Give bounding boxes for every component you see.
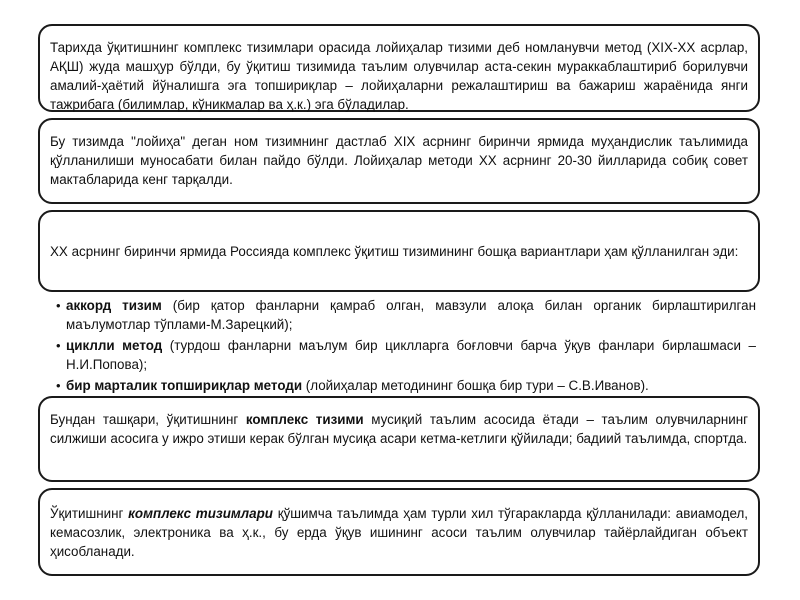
bullet-description: (турдош фанларни маълум бир циклларга боғловчи барча ўқув фанлари бирлашмаси – Н.И.Попова); — [66, 338, 756, 372]
text-run: Бундан ташқари, ўқитишнинг — [50, 412, 246, 427]
list-item — [56, 336, 756, 374]
text-run: мусиқий таълим асосида ётади – таълим олувчиларнинг силжиши асосига у ижро этиши керак бўлган мусиқа асари кетма-кетлиги қўйилади; бадиий таълимда, спортда. — [50, 412, 748, 446]
bullet-term: бир марталик топшириқлар методи — [66, 378, 303, 393]
variants-bullet-list — [56, 296, 756, 397]
card-paragraph — [50, 410, 748, 448]
text-card-music-education — [38, 396, 760, 482]
text-card-project-name-origin — [38, 118, 760, 204]
bullet-icon: • — [56, 338, 61, 353]
bold-term: комплекс тизими — [245, 412, 364, 427]
text-card-additional-education — [38, 488, 760, 576]
bold-italic-term: комплекс тизимлари — [128, 505, 273, 521]
text-run: Ўқитишнинг — [50, 505, 129, 521]
text-card-project-method-history — [38, 24, 760, 112]
card-paragraph — [50, 504, 748, 561]
list-item — [56, 296, 756, 334]
list-item — [56, 376, 756, 395]
card-paragraph: ХХ асрнинг биринчи ярмида Россияда комплекс ўқитиш тизимининг бошқа вариантлари ҳам қўлланилган эди: — [50, 243, 739, 259]
bullet-description: (бир қатор фанларни қамраб олган, мавзули алоқа билан органик бирлаштирилган маълумотлар тўплами-М.Зарецкий); — [66, 298, 756, 332]
card-paragraph: Тарихда ўқитишнинг комплекс тизимлари орасида лойиҳалар тизими деб номланувчи метод (ХIХ-ХХ асрлар, АҚШ) жуда машҳур бўлди, бу ўқитиш тизимида таълим олувчилар аста-секин мураккаблаштириб борилувчи амалий-ҳаётий йўналишга эга топшириқлар – лойиҳаларни режалаштириш ва бажариш жараёнида янги тажрибага (билимлар, кўникмалар ва ҳ.к.) эга бўладилар. — [50, 40, 748, 112]
bullet-icon: • — [56, 378, 61, 393]
bullet-icon: • — [56, 298, 61, 313]
bullet-description: (лойиҳалар методининг бошқа бир тури – С.В.Иванов). — [302, 378, 649, 393]
text-card-russia-variants — [38, 210, 760, 292]
card-paragraph: Бу тизимда "лойиҳа" деган ном тизимнинг дастлаб ХIХ асрнинг биринчи ярмида муҳандислик таълимида қўлланилиши муносабати билан пайдо бўлди. Лойиҳалар методи ХХ асрнинг 20-30 йилларида собиқ совет мактабларида кенг тарқалди. — [50, 134, 748, 187]
bullet-term: циклли метод — [66, 338, 163, 353]
bullet-term: аккорд тизим — [66, 298, 162, 313]
text-run: қўшимча таълимда ҳам турли хил тўгаракларда қўлланилади: авиамодел, кемасозлик, электроника ва ҳ.к., бу ерда ўқув ишининг асоси таълим олувчилар тайёрлайдиган объект ҳисобланади. — [50, 505, 748, 559]
